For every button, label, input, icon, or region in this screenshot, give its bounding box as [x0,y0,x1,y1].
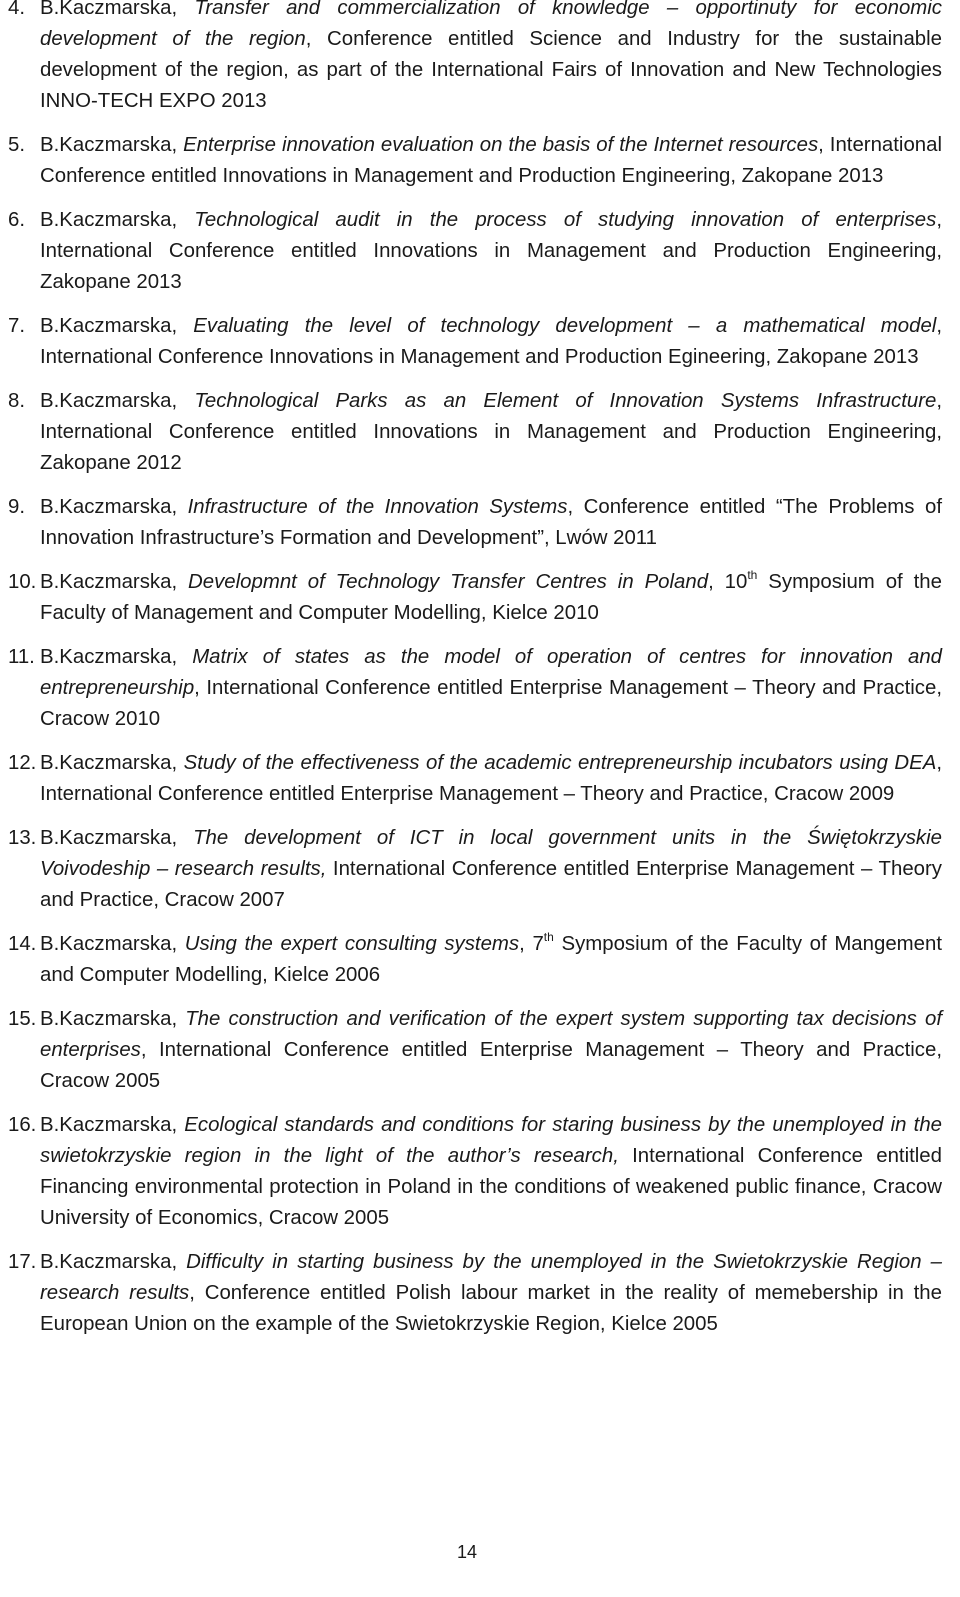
publication-citation [40,642,942,735]
publication-author: B.Kaczmarska, [40,752,178,774]
publication-item [8,1247,942,1340]
publication-citation [40,205,942,298]
publication-author: B.Kaczmarska, [40,315,178,337]
publication-number: 4. [8,0,26,19]
publication-citation [40,130,942,192]
publication-venue: , International Conference entitled Innovations in Management and Production Engineering, Zakopane 2013 [40,209,942,293]
ordinal-suffix: th [747,568,758,582]
publication-item [8,642,942,735]
publication-citation [40,823,942,916]
publication-author: B.Kaczmarska, [40,1114,178,1136]
publication-item [8,492,942,554]
publication-item [8,311,942,373]
publication-venue: International Conference entitled Enterprise Management – Theory and Practice, Cracow 2007 [40,858,942,911]
publication-item [8,386,942,479]
publication-item [8,567,942,629]
publication-venue: , Conference entitled “The Problems of Innovation Infrastructure’s Formation and Development”, Lwów 2011 [40,496,942,549]
publication-venue: , Conference entitled Polish labour market in the reality of memebership in the European Union on the example of the Swietokrzyskie Region, Kielce 2005 [40,1282,942,1335]
publication-venue: Symposium of the Faculty of Mangement and Computer Modelling, Kielce 2006 [40,933,943,986]
publication-number: 12. [8,752,37,774]
publication-venue: , International Conference entitled Enterprise Management – Theory and Practice, Cracow 2005 [40,1039,942,1092]
publication-venue: , International Conference entitled Innovations in Management and Production Engineering, Zakopane 2013 [40,134,943,187]
publication-number: 10. [8,571,37,593]
publication-author: B.Kaczmarska, [40,390,178,412]
publication-author: B.Kaczmarska, [40,1251,178,1273]
publication-citation [40,1247,942,1340]
publication-title: The construction and verification of the expert system supporting tax decisions of enterprises [40,1008,942,1061]
ordinal-suffix: th [543,930,554,944]
publication-item [8,205,942,298]
publication-venue: , International Conference entitled Enterprise Management – Theory and Practice, Cracow 2009 [40,752,943,805]
publication-author: B.Kaczmarska, [40,827,178,849]
publication-title: Developmnt of Technology Transfer Centres in Poland [188,571,709,593]
publication-title: Difficulty in starting business by the unemployed in the Swietokrzyskie Region – research results [40,1251,943,1304]
publication-citation [40,492,942,554]
publication-venue: Symposium of the Faculty of Management and Computer Modelling, Kielce 2010 [40,571,942,624]
publication-citation [40,386,942,479]
publication-author: B.Kaczmarska, [40,496,178,518]
publication-author: B.Kaczmarska, [40,646,178,668]
publication-author: B.Kaczmarska, [40,209,178,231]
publication-number: 15. [8,1008,37,1030]
publication-item [8,748,942,810]
publication-number: 6. [8,209,26,231]
page-number: 14 [456,1542,478,1562]
publication-number: 7. [8,315,26,337]
publication-title: The development of ICT in local government units in the Świętokrzyskie Voivodeship – research results, [40,827,942,880]
publication-title: Using the expert consulting systems [184,933,520,955]
publication-author: B.Kaczmarska, [40,0,178,19]
publication-venue: , Conference entitled Science and Industry for the sustainable development of the region, as part of the International Fairs of Innovation and New Technologies INNO-TECH EXPO 2013 [40,28,942,112]
publication-title: Infrastructure of the Innovation Systems [187,496,568,518]
publication-citation [40,0,942,117]
publication-item [8,929,942,991]
publication-number: 11. [8,646,35,668]
publication-list [8,0,942,1353]
publication-item [8,0,942,117]
publication-item [8,1004,942,1097]
publication-number: 5. [8,134,26,156]
publication-number: 16. [8,1114,37,1136]
publication-title: Transfer and commercialization of knowledge – opportinuty for economic development of the region [40,0,942,50]
publication-item [8,823,942,916]
publication-citation [40,1110,942,1234]
publication-title: Ecological standards and conditions for staring business by the unemployed in the swietokrzyskie region in the light of the author’s research, [40,1114,943,1167]
publication-citation [40,567,942,629]
publication-ordinal: , 7 [519,933,544,955]
publication-number: 14. [8,933,37,955]
publication-ordinal: , 10 [708,571,748,593]
publication-title: Matrix of states as the model of operation of centres for innovation and entrepreneurship [40,646,943,699]
publication-number: 13. [8,827,37,849]
publication-author: B.Kaczmarska, [40,571,178,593]
publication-author: B.Kaczmarska, [40,933,178,955]
publication-citation [40,1004,942,1097]
publication-venue: International Conference entitled Financing environmental protection in Poland in the conditions of weakened public finance, Cracow University of Economics, Cracow 2005 [40,1145,942,1229]
publication-number: 9. [8,496,26,518]
publication-title: Study of the effectiveness of the academic entrepreneurship incubators using DEA [183,752,937,774]
publication-author: B.Kaczmarska, [40,134,178,156]
publication-citation [40,748,942,810]
publication-title: Technological Parks as an Element of Innovation Systems Infrastructure [194,390,937,412]
publication-title: Technological audit in the process of studying innovation of enterprises [194,209,937,231]
publication-author: B.Kaczmarska, [40,1008,178,1030]
publication-venue: , International Conference Innovations in Management and Production Egineering, Zakopane 2013 [40,315,942,368]
publication-citation [40,311,942,373]
publication-venue: , International Conference entitled Enterprise Management – Theory and Practice, Cracow 2010 [40,677,942,730]
publication-item [8,1110,942,1234]
publication-title: Enterprise innovation evaluation on the basis of the Internet resources [183,134,819,156]
publication-citation [40,929,942,991]
publication-venue: , International Conference entitled Innovations in Management and Production Engineering, Zakopane 2012 [40,390,943,474]
publication-item [8,130,942,192]
publication-title: Evaluating the level of technology development – a mathematical model [193,315,937,337]
publication-number: 8. [8,390,26,412]
publication-number: 17. [8,1251,37,1273]
